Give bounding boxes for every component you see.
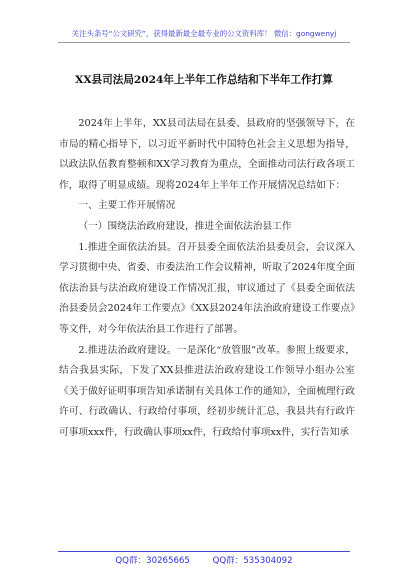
footer (0, 554, 408, 566)
subsection-heading: （一）围绕法治政府建设，推进全面依法治县工作 (78, 220, 292, 232)
footer-qq-group-1: QQ群：30265665 (115, 556, 190, 566)
paragraph-item-1: 1.推进全面依法治县。召开县委全面依法治县委员会，会议深入学习贯彻中央、省委、市委法治工作会议精神，听取了2024年度全面依法治县与法治政府建设工作情况汇报，审议通过了《县委全面依法治县委员会2024年工作要点》《XX县2024年法治政府建设工作要点》等文件，对今年依法治县工作进行了部署。 (59, 241, 355, 335)
paragraph-item-2: 2.推进法治政府建设。一是深化“放管服”改革。参照上级要求，结合我县实际，下发了XX县推进法治政府建设工作领导小组办公室《关于做好证明事项告知承诺制有关具体工作的通知》，全面梳理行政许可、行政确认、行政给付事项，经初步统计汇总，我县共有行政许可事项xxx件，行政确认事项xx件，行政给付事项xx件，实行告知承 (59, 344, 355, 438)
document-title: XX县司法局2024年上半年工作总结和下半年工作打算 (75, 74, 333, 86)
header-note: 关注头条号“公文研究”，获得最新最全最专业的公文资料库！ 微信：gongwenyj (71, 29, 337, 38)
footer-divider (58, 551, 350, 552)
footer-qq-group-2: QQ群：535304092 (212, 556, 293, 566)
paragraph-intro: 2024年上半年，XX县司法局在县委、县政府的坚强领导下，在市局的精心指导下，以习近平新时代中国特色社会主义思想为指导，以政法队伍教育整顿和XX学习教育为重点，全面推动司法行政各项工作，取得了明显成绩。现将2024年上半年工作开展情况总结如下： (59, 118, 355, 191)
document-body (59, 114, 355, 444)
section-heading: 一、主要工作开展情况 (78, 200, 176, 212)
header-divider (58, 42, 350, 43)
